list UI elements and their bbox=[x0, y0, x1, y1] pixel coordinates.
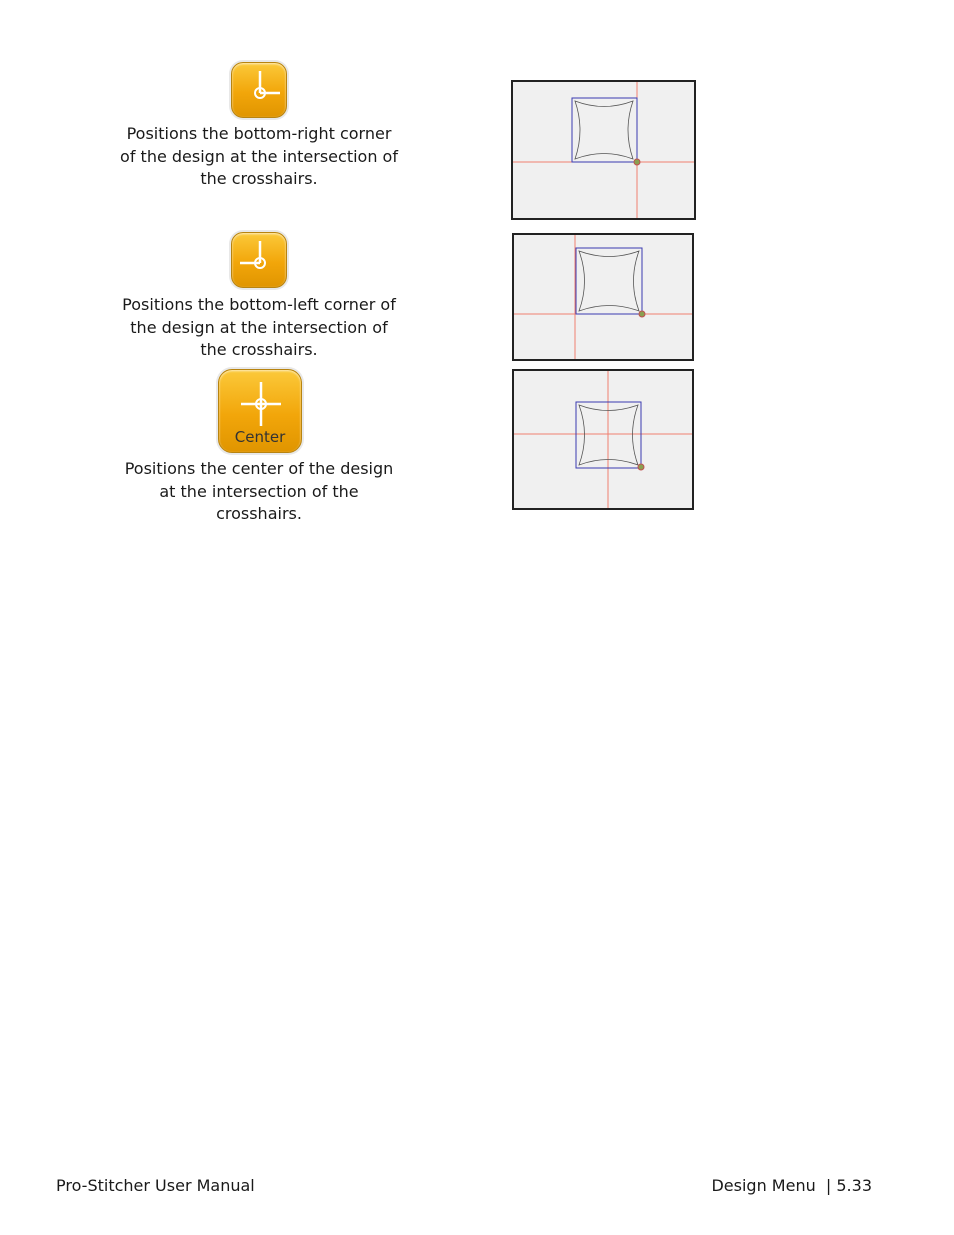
bottom-right-preview bbox=[511, 80, 696, 220]
bottom-left-description: Positions the bottom-left corner of the design at the intersection of the crosshairs. bbox=[122, 295, 396, 359]
bottom-left-align-button[interactable] bbox=[231, 232, 287, 288]
design-frame bbox=[572, 98, 637, 162]
design-frame bbox=[576, 248, 642, 314]
bottom-right-description: Positions the bottom-right corner of the design at the intersection of the crosshairs. bbox=[120, 124, 398, 188]
center-preview-canvas bbox=[514, 371, 692, 508]
bottom-left-preview bbox=[512, 233, 694, 361]
design-shape bbox=[579, 251, 639, 311]
center-align-button[interactable] bbox=[218, 369, 302, 453]
bottom-right-preview-canvas bbox=[513, 82, 694, 218]
footer-manual-title: Pro-Stitcher User Manual bbox=[56, 1176, 255, 1195]
footer-page-info: Design Menu | 5.33 bbox=[711, 1176, 872, 1195]
bottom-left-preview-canvas bbox=[514, 235, 692, 359]
bottom-right-align-icon bbox=[232, 63, 288, 119]
bottom-left-align-icon bbox=[232, 233, 288, 289]
center-preview bbox=[512, 369, 694, 510]
crosshair-marker bbox=[639, 311, 645, 317]
design-shape bbox=[575, 101, 633, 159]
bottom-right-align-button[interactable] bbox=[231, 62, 287, 118]
center-description: Positions the center of the design at the intersection of the crosshairs. bbox=[124, 459, 394, 523]
crosshair-marker bbox=[638, 464, 644, 470]
center-button-label: Center bbox=[234, 428, 286, 446]
crosshair-marker bbox=[634, 159, 640, 165]
